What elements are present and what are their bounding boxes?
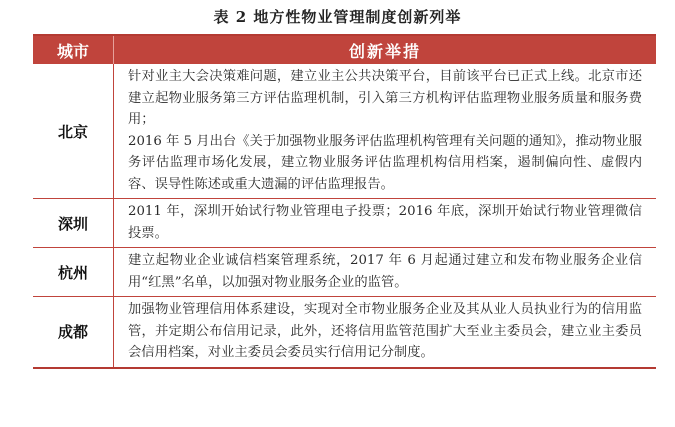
measures-cell [114, 297, 656, 367]
header-measures: 创新举措 [348, 41, 421, 61]
table-row-hangzhou [33, 247, 656, 296]
measure-paragraph: 建立起物业企业诚信档案管理系统，2017 年 6 月起通过建立和发布物业服务企业信用“红黑”名单，以加强对物业服务企业的监管。 [128, 253, 642, 290]
header-city: 城市 [33, 36, 114, 64]
city-cell: 深圳 [33, 199, 114, 247]
measure-paragraph: 2016 年 5 月出台《关于加强物业服务评估监理机构管理有关问题的通知》，推动物业服务评估监理市场化发展，建立物业服务评估监理机构信用档案，遏制偏向性、虚假内容、误导性陈述或重大遗漏的评估监理报告。 [128, 133, 642, 192]
table-row-beijing [33, 64, 656, 198]
measure-paragraph: 针对业主大会决策难问题，建立业主公共决策平台，目前该平台已正式上线。北京市还建立起物业服务第三方评估监理机制，引入第三方机构评估监理物业服务质量和服务费用； [128, 69, 642, 127]
city-cell: 成都 [33, 297, 114, 367]
measure-paragraph: 加强物业管理信用体系建设，实现对全市物业服务企业及其从业人员执业行为的信用监管，并定期公布信用记录，此外，还将信用监管范围扩大至业主委员会，建立业主委员会信用档案，对业主委员会委员实行信用记分制度。 [128, 302, 642, 360]
table-caption: 表 2 地方性物业管理制度创新列举 [213, 8, 462, 26]
city-cell: 北京 [33, 64, 114, 198]
measures-cell [114, 64, 656, 198]
table-header [33, 36, 656, 64]
measures-cell [114, 248, 656, 296]
table-row-shenzhen [33, 198, 656, 247]
measures-cell [114, 199, 656, 247]
measure-paragraph: 2011 年，深圳开始试行物业管理电子投票；2016 年底，深圳开始试行物业管理微信投票。 [128, 204, 642, 241]
city-cell: 杭州 [33, 248, 114, 296]
table-row-chengdu [33, 296, 656, 367]
innovation-table [33, 34, 656, 369]
